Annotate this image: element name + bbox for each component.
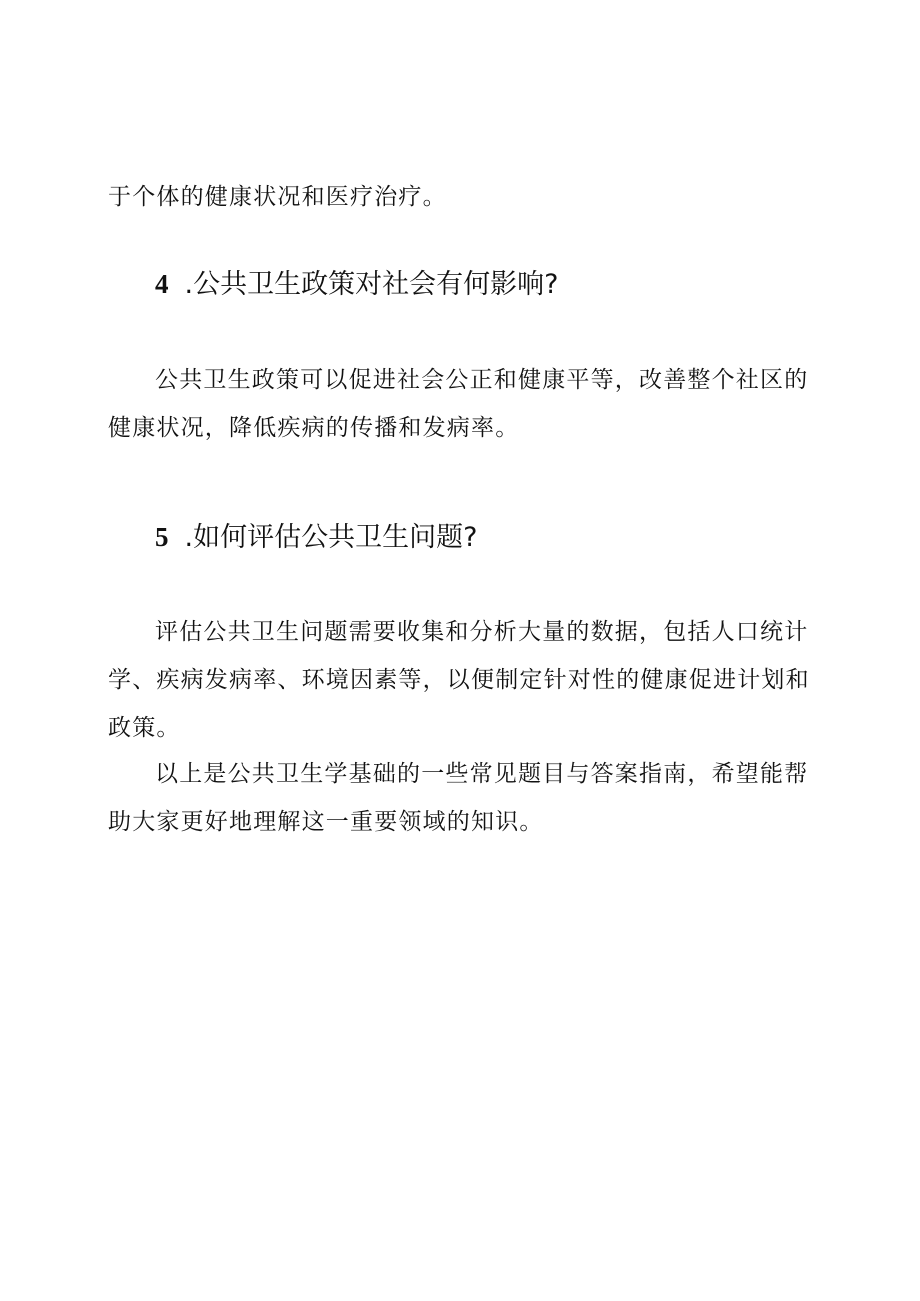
question-number: 4 (155, 269, 169, 299)
question-number: 5 (155, 522, 169, 552)
question-title: .如何评估公共卫生问题? (184, 522, 478, 553)
continuation-paragraph: 于个体的健康状况和医疗治疗。 (108, 184, 447, 210)
question-title: .公共卫生政策对社会有何影响? (184, 269, 559, 300)
question-heading-5 (155, 517, 477, 558)
answer-paragraph-4: 公共卫生政策可以促进社会公正和健康平等，改善整个社区的健康状况，降低疾病的传播和发病率。 (108, 367, 809, 441)
conclusion-paragraph: 以上是公共卫生学基础的一些常见题目与答案指南，希望能帮助大家更好地理解这一重要领域的知识。 (108, 761, 809, 835)
question-heading-4 (155, 264, 558, 305)
answer-paragraph-5: 评估公共卫生问题需要收集和分析大量的数据，包括人口统计学、疾病发病率、环境因素等，以便制定针对性的健康促进计划和政策。 (108, 619, 810, 741)
